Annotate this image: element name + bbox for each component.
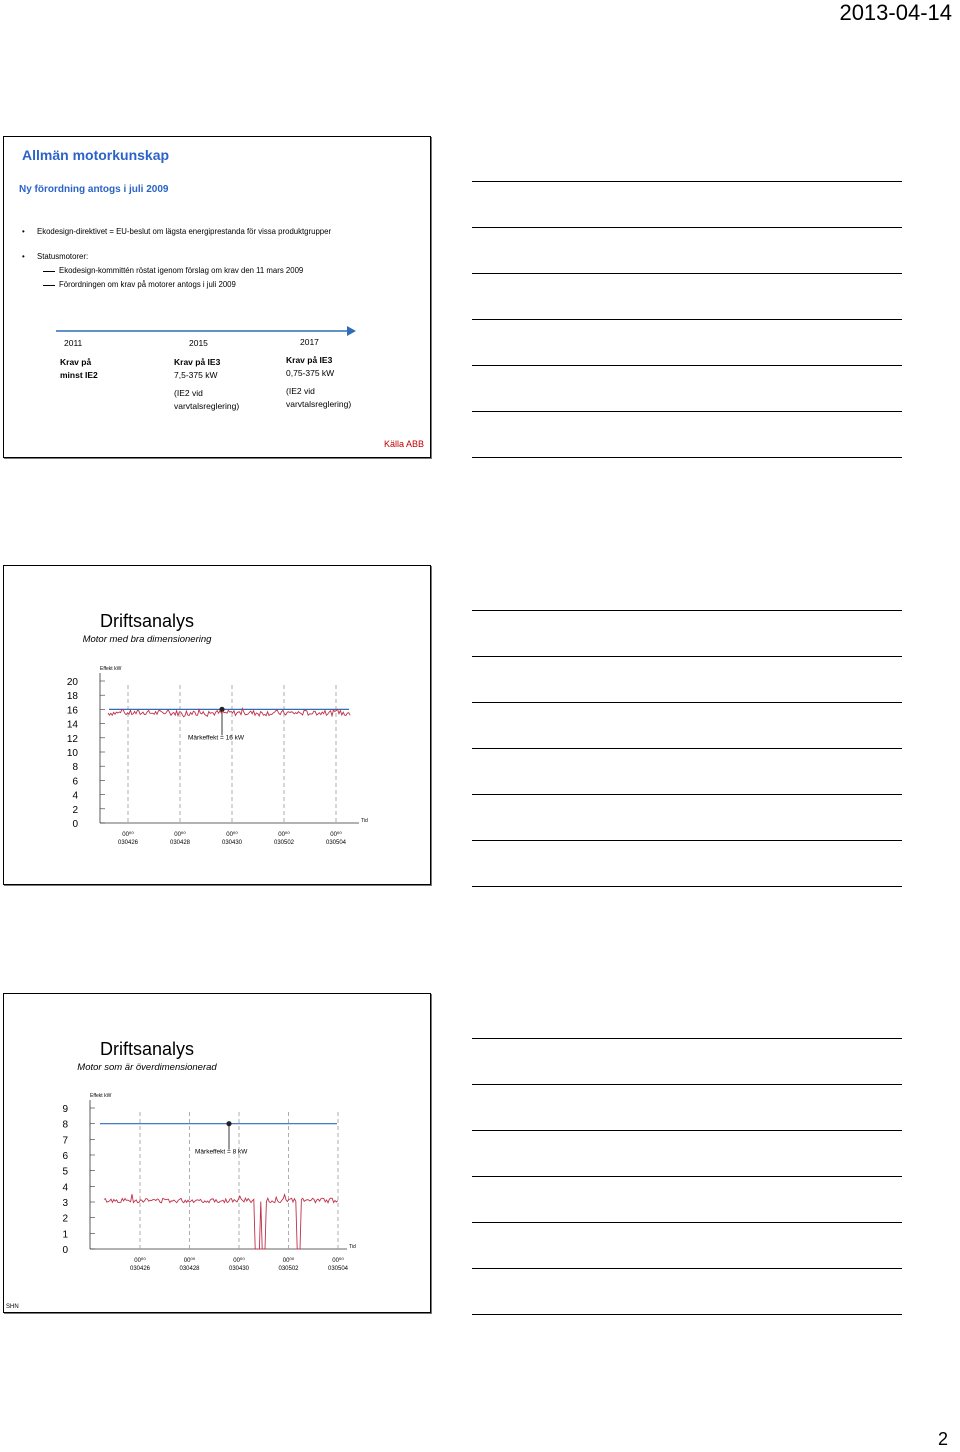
timeline-col2-line4: varvtalsreglering) <box>174 401 240 411</box>
y-tick-label: 8 <box>62 1119 68 1131</box>
slide-subtitle: Motor som är överdimensionerad <box>77 1062 217 1073</box>
note-line <box>472 319 902 320</box>
note-line <box>472 227 902 228</box>
note-line <box>472 1084 902 1085</box>
note-line <box>472 840 902 841</box>
timeline-col2-line1: Krav på IE3 <box>174 357 221 367</box>
timeline-col3-line3: (IE2 vid <box>286 386 315 396</box>
y-tick-label: 8 <box>72 762 78 774</box>
x-tick-date: 030426 <box>129 1266 151 1272</box>
slide-3 <box>3 993 431 1313</box>
dash-marker <box>43 285 55 286</box>
note-line <box>472 886 902 887</box>
power-signal-line <box>104 1194 338 1249</box>
timeline-col3-line4: varvtalsreglering) <box>286 399 352 409</box>
y-tick-label: 0 <box>72 819 78 830</box>
slide-subtitle: Motor med bra dimensionering <box>82 634 212 645</box>
slide-2 <box>3 565 431 885</box>
y-tick-label: 0 <box>62 1245 68 1256</box>
timeline-year: 2017 <box>300 337 319 347</box>
note-line <box>472 1268 902 1269</box>
x-tick-date: 030430 <box>221 840 243 846</box>
y-tick-label: 4 <box>62 1182 68 1194</box>
y-tick-label: 5 <box>62 1166 68 1178</box>
x-tick-date: 030430 <box>228 1266 250 1272</box>
timeline-year: 2015 <box>189 338 208 348</box>
timeline-year: 2011 <box>64 338 83 348</box>
x-tick-time: 00⁰⁰ <box>134 1258 146 1264</box>
x-tick-time: 00⁰⁰ <box>332 1258 344 1264</box>
x-tick-date: 030428 <box>169 840 191 846</box>
bullet-text: Statusmotorer: <box>37 252 89 261</box>
source-label: Källa ABB <box>383 439 424 449</box>
y-tick-label: 18 <box>66 691 78 703</box>
x-tick-time: 00⁰⁰ <box>226 832 238 838</box>
x-tick-time: 00⁰⁰ <box>174 832 186 838</box>
bullet-text: Ekodesign-direktivet = EU-beslut om lägsta energiprestanda för vissa produktgrupper <box>37 227 332 236</box>
y-tick-label: 12 <box>66 733 78 745</box>
note-line <box>472 1038 902 1039</box>
bullet-marker: • <box>22 227 25 236</box>
note-line <box>472 1314 902 1315</box>
note-line <box>472 702 902 703</box>
y-axis-label: Effekt kW <box>100 666 122 672</box>
y-tick-label: 20 <box>66 677 78 688</box>
slide-title: Allmän motorkunskap <box>22 147 170 163</box>
note-line <box>472 457 902 458</box>
y-tick-label: 1 <box>62 1229 68 1241</box>
x-tick-time: 00⁰⁰ <box>233 1258 245 1264</box>
print-date: 2013-04-14 <box>839 0 952 25</box>
y-tick-label: 4 <box>72 790 78 802</box>
timeline-col1-line1: Krav på <box>60 357 92 367</box>
slide-1 <box>3 136 431 458</box>
note-line <box>472 1222 902 1223</box>
y-tick-label: 2 <box>72 804 78 816</box>
dash-marker <box>43 271 55 272</box>
slide-footer: SHN <box>6 1304 19 1310</box>
timeline-col3-line2: 0,75-375 kW <box>286 368 335 378</box>
y-axis-label: Effekt kW <box>90 1093 112 1099</box>
bullet-marker: • <box>22 252 25 261</box>
x-axis-label: Tid <box>349 1244 356 1250</box>
x-axis-label: Tid <box>361 818 368 824</box>
note-line <box>472 656 902 657</box>
timeline-col2-line2: 7,5-375 kW <box>174 370 218 380</box>
power-chart <box>4 661 430 846</box>
x-tick-date: 030502 <box>273 840 295 846</box>
annotation-label: Märkeffekt = 8 kW <box>195 1148 248 1156</box>
page-number: 2 <box>937 1429 948 1449</box>
timeline-col1-line2: minst IE2 <box>60 370 98 380</box>
slide-subtitle: Ny förordning antogs i juli 2009 <box>19 184 169 195</box>
y-tick-label: 9 <box>62 1104 68 1115</box>
y-tick-label: 14 <box>66 719 78 731</box>
x-tick-time: 00⁰⁰ <box>282 1258 295 1264</box>
x-tick-date: 030504 <box>325 840 347 846</box>
x-tick-time: 00⁰⁰ <box>122 832 134 838</box>
x-tick-time: 00⁰⁰ <box>330 832 342 838</box>
y-tick-label: 6 <box>62 1151 68 1162</box>
note-line <box>472 273 902 274</box>
note-line <box>472 748 902 749</box>
note-line <box>472 1130 902 1131</box>
x-tick-date: 030428 <box>179 1266 200 1272</box>
note-line <box>472 610 902 611</box>
x-tick-date: 030502 <box>278 1266 299 1272</box>
power-chart <box>4 1089 430 1274</box>
slide-title: Driftsanalys <box>99 611 195 631</box>
y-tick-label: 16 <box>66 705 78 717</box>
y-tick-label: 10 <box>66 748 78 759</box>
x-tick-date: 030426 <box>117 840 139 846</box>
sub-bullet-text: Ekodesign-kommittén röstat igenom förslag om krav den 11 mars 2009 <box>59 266 304 275</box>
y-tick-label: 3 <box>62 1198 68 1209</box>
note-line <box>472 794 902 795</box>
y-tick-label: 2 <box>62 1213 68 1225</box>
y-tick-label: 7 <box>62 1135 68 1147</box>
timeline-col3-line1: Krav på IE3 <box>286 355 333 365</box>
sub-bullet-text: Förordningen om krav på motorer antogs i juli 2009 <box>59 280 236 289</box>
note-line <box>472 411 902 412</box>
note-line <box>472 181 902 182</box>
y-tick-label: 6 <box>72 776 78 788</box>
timeline-col2-line3: (IE2 vid <box>174 388 203 398</box>
x-tick-time: 00⁰⁰ <box>183 1258 196 1264</box>
x-tick-date: 030504 <box>327 1266 349 1272</box>
x-tick-time: 00⁰⁰ <box>278 832 290 838</box>
note-line <box>472 365 902 366</box>
annotation-label: Märkeffekt = 16 kW <box>188 734 245 742</box>
slide-title: Driftsanalys <box>99 1039 195 1059</box>
note-line <box>472 1176 902 1177</box>
